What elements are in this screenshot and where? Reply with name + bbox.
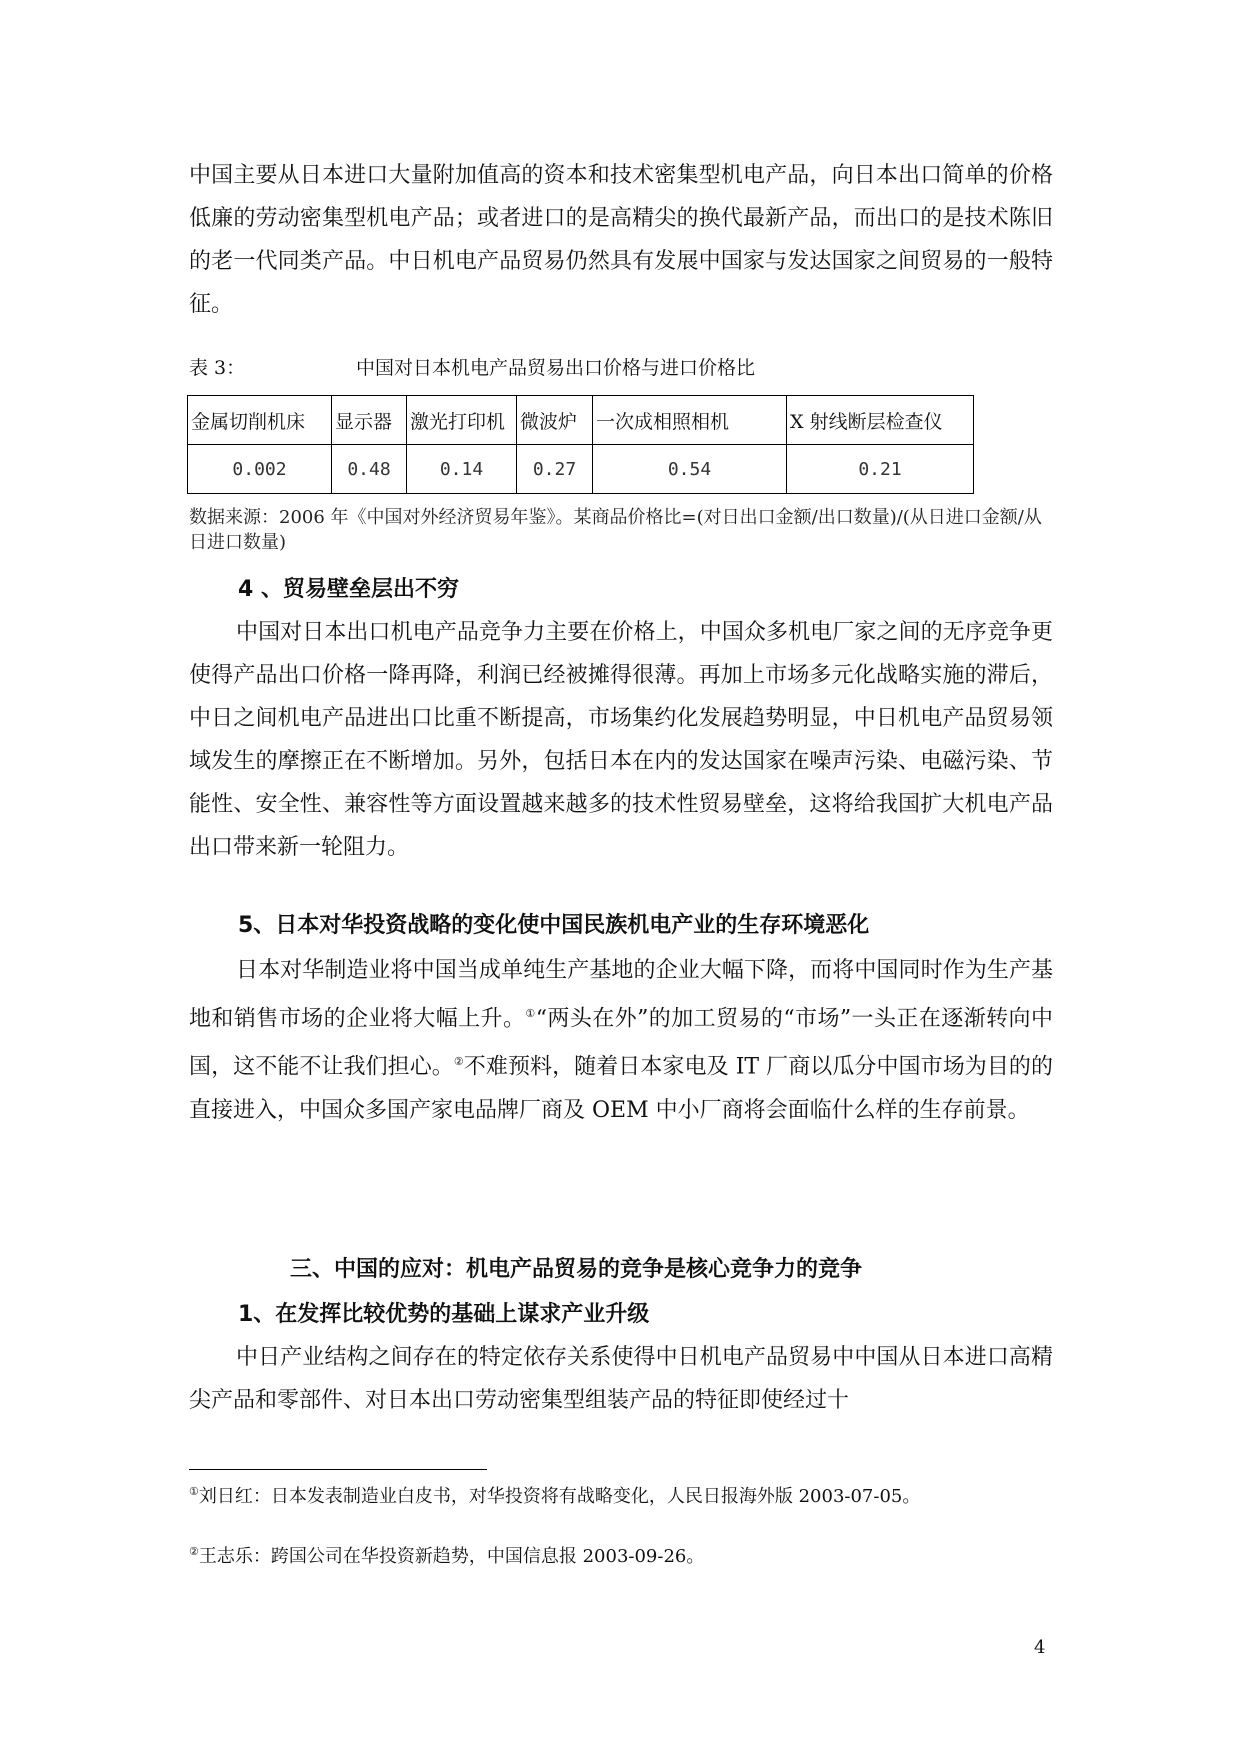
intro-paragraph: 中国主要从日本进口大量附加值高的资本和技术密集型机电产品，向日本出口简单的价格低廉的劳动密集型机电产品；或者进口的是高精尖的换代最新产品，而出口的是技术陈旧的老一代同类产品。中日机电产品贸易仍然具有发展中国家与发达国家之间贸易的一般特征。 — [189, 163, 1053, 317]
table-value-cell: 0.54 — [593, 445, 787, 494]
table-header-cell: 一次成相照相机 — [593, 396, 787, 445]
table-value-cell: 0.27 — [517, 445, 593, 494]
table-header-cell: 显示器 — [332, 396, 407, 445]
table-value-cell: 0.002 — [188, 445, 332, 494]
section5-paragraph — [189, 949, 1053, 1132]
section5-text-part1: 日本对华制造业将中国当成单纯生产基地的企业大幅下降，而将中国同时作为生产基地和销售市场的企业将大幅上升。 — [189, 958, 1053, 1032]
section5-heading: 5、日本对华投资战略的变化使中国民族机电产业的生存环境恶化 — [238, 913, 870, 938]
footnote-1-mark: ① — [189, 1485, 199, 1498]
chapter3-paragraph: 中日产业结构之间存在的特定依存关系使得中日机电产品贸易中中国从日本进口高精尖产品和零部件、对日本出口劳动密集型组装产品的特征即使经过十 — [189, 1345, 1053, 1413]
table-source-note: 数据来源：2006 年《中国对外经济贸易年鉴》。某商品价格比=(对日出口金额/出口数量)/(从日进口金额/从日进口数量) — [189, 507, 1042, 553]
footnote-ref-1: ① — [525, 1007, 536, 1020]
table-value-cell: 0.14 — [407, 445, 517, 494]
table-value-row — [188, 445, 974, 494]
table-header-cell: 微波炉 — [517, 396, 593, 445]
chapter3-heading: 三、中国的应对：机电产品贸易的竞争是核心竞争力的竞争 — [290, 1257, 863, 1282]
section4-paragraph: 中国对日本出口机电产品竞争力主要在价格上，中国众多机电厂家之间的无序竞争更使得产品出口价格一降再降，利润已经被摊得很薄。再加上市场多元化战略实施的滞后，中日之间机电产品进出口比重不断提高，市场集约化发展趋势明显，中日机电产品贸易领域发生的摩擦正在不断增加。另外，包括日本在内的发达国家在噪声污染、电磁污染、节能性、安全性、兼容性等方面设置越来越多的技术性贸易壁垒，这将给我国扩大机电产品出口带来新一轮阻力。 — [189, 620, 1053, 860]
section5-text-part3: 不难预料，随着日本家电及 IT 厂商以瓜分中国市场为目的的直接进入，中国众多国产家电品牌厂商及 OEM 中小厂商将会面临什么样的生存前景。 — [189, 1054, 1053, 1123]
price-ratio-table — [187, 395, 974, 494]
footnote-2-text: 王志乐：跨国公司在华投资新趋势，中国信息报 2003-09-26。 — [198, 1546, 705, 1567]
table-header-row — [188, 396, 974, 445]
footnote-1 — [189, 1482, 920, 1508]
chapter3-subheading: 1、在发挥比较优势的基础上谋求产业升级 — [238, 1302, 650, 1327]
page-number: 4 — [1034, 1637, 1046, 1658]
table-value-cell: 0.48 — [332, 445, 407, 494]
table-header-cell: X 射线断层检查仪 — [787, 396, 974, 445]
table-value-cell: 0.21 — [787, 445, 974, 494]
footnote-1-text: 刘日红：日本发表制造业白皮书，对华投资将有战略变化，人民日报海外版 2003-07-05。 — [198, 1486, 921, 1507]
table-label: 表 3： — [189, 357, 246, 379]
footnote-separator — [189, 1469, 487, 1470]
footnote-2 — [189, 1542, 704, 1568]
table-header-cell: 激光打印机 — [407, 396, 517, 445]
footnote-ref-2: ② — [453, 1055, 464, 1069]
section4-heading: 4 、贸易壁垒层出不穷 — [238, 577, 459, 602]
table-header-cell: 金属切削机床 — [188, 396, 332, 445]
section5-text-part2: “两头在外”的加工贸易的“市场”一头正在逐渐转向中国，这不能不让我们担心。 — [189, 1006, 1053, 1080]
table-title: 中国对日本机电产品贸易出口价格与进口价格比 — [356, 357, 756, 379]
footnote-2-mark: ② — [189, 1545, 199, 1558]
